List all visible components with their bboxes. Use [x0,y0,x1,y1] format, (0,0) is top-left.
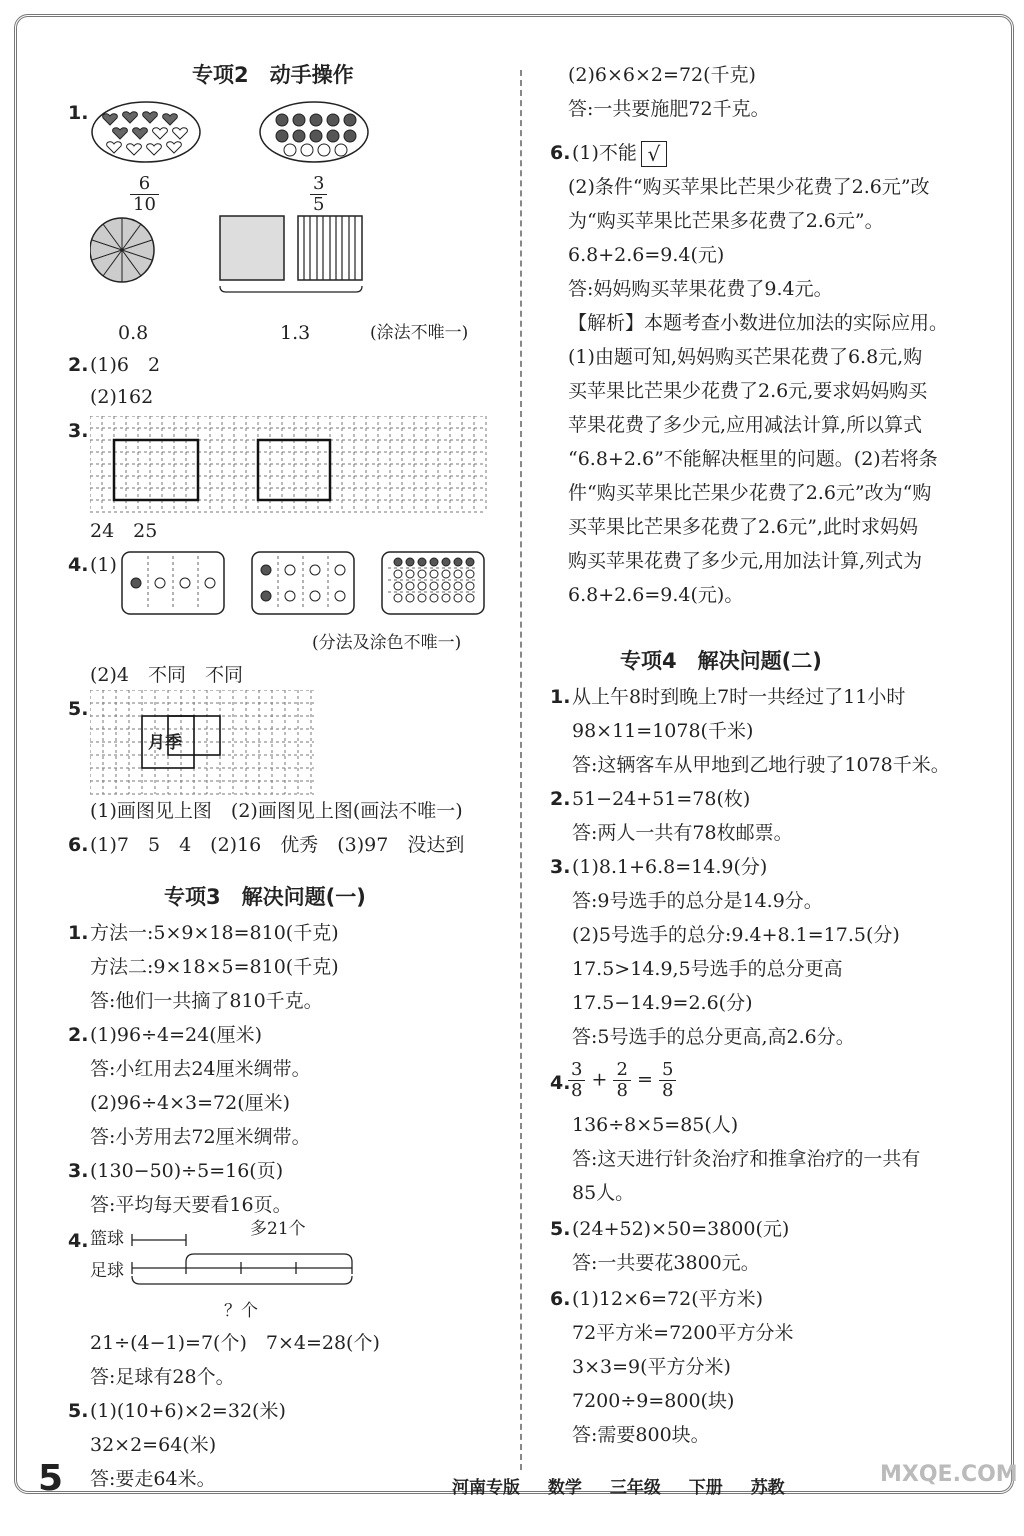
s4-q6-number: 6. [550,1288,571,1310]
frac-num: 6 [130,174,159,195]
q2-answer-2: (2)162 [90,386,154,408]
q4-label: (1) [90,554,117,576]
s4-q4-number: 4. [550,1072,571,1094]
s3-q4-more-label: 多21个 [250,1219,306,1239]
q2-number: 2. [68,354,89,376]
s4-q2-line-2: 答:两人一共有78枚邮票。 [572,822,793,844]
footer-grade: 三年级 [609,1478,661,1498]
s4-q3-line-6: 答:5号选手的总分更高,高2.6分。 [572,1026,855,1048]
r-analysis-1: 【解析】本题考查小数进位加法的实际应用。 [568,312,949,334]
r-analysis-9: 6.8+2.6=9.4(元)。 [568,584,744,606]
s3-q3-number: 3. [68,1160,89,1182]
r-q6-number: 6. [550,142,571,164]
frac-den: 8 [571,1080,583,1101]
s3-q5-line-1: (1)(10+6)×2=32(米) [90,1400,286,1422]
s4-q1-line-1: 从上午8时到晚上7时一共经过了11小时 [572,686,906,708]
r-analysis-6: 件“购买苹果比芒果少花费了2.6元”改为“购 [568,482,932,504]
s4-q4-line-1: 136÷8×5=85(人) [572,1114,739,1136]
section-title-4: 专项4 解决问题(二) [620,649,822,673]
q1-decimal-2: 1.3 [280,322,311,344]
q1-frac2 [310,174,327,215]
r-line-1: (2)6×6×2=72(千克) [568,64,756,86]
watermark-logo: MXQE.COM [880,1462,1018,1487]
r-line-5: 6.8+2.6=9.4(元) [568,244,725,266]
frac-num: 3 [568,1060,585,1081]
s4-q2-number: 2. [550,788,571,810]
checkmark-box: √ [641,141,667,167]
q3-number: 3. [68,420,89,442]
equals-sign: = [636,1068,653,1091]
q5-number: 5. [68,698,89,720]
s4-q5-number: 5. [550,1218,571,1240]
s4-q3-line-5: 17.5−14.9=2.6(分) [572,992,753,1014]
q2-answer-1: (1)6 2 [90,354,161,376]
r-analysis-3: 买苹果比芒果少花费了2.6元,要求妈妈购买 [568,380,928,402]
footer-publisher: 苏教 [750,1478,785,1498]
r-analysis-7: 买苹果比芒果多花费了2.6元”,此时求妈妈 [568,516,918,538]
q1-frac1 [130,174,159,215]
r-q6-text: (1)不能 [572,142,637,164]
q5-answer: (1)画图见上图 (2)画图见上图(画法不唯一) [90,800,463,822]
q5-grid [90,690,320,798]
s4-q1-line-3: 答:这辆客车从甲地到乙地行驶了1078千米。 [572,754,950,776]
q4-number: 4. [68,554,89,576]
q5-yueji-label: 月季 [148,733,182,753]
s4-q2-line-1: 51−24+51=78(枚) [572,788,751,810]
s4-q4-line-2: 答:这天进行针灸治疗和推拿治疗的一共有 [572,1148,921,1170]
q6-answer: (1)7 5 4 (2)16 优秀 (3)97 没达到 [90,834,465,856]
s3-q4-number: 4. [68,1230,89,1252]
q4-note: (分法及涂色不唯一) [312,633,462,653]
s3-q4-lanqiu-label: 篮球 [90,1229,124,1249]
s4-q6-line-5: 答:需要800块。 [572,1424,710,1446]
s4-q5-line-2: 答:一共要花3800元。 [572,1252,760,1274]
q6-number: 6. [68,834,89,856]
frac-num: 3 [310,174,327,195]
footer-meta [452,1473,807,1498]
frac-num: 5 [659,1060,676,1081]
s3-q5-line-3: 答:要走64米。 [90,1468,216,1490]
section-title-2: 专项2 动手操作 [192,63,354,87]
page-number: 5 [38,1458,64,1499]
column-divider [520,70,522,1470]
r-line-6: 答:妈妈购买苹果花费了9.4元。 [568,278,833,300]
s3-q4-line-diagram [130,1224,360,1304]
r-line-2: 答:一共要施肥72千克。 [568,98,770,120]
plus-sign: + [591,1068,608,1091]
s3-q2-line-4: 答:小芳用去72厘米绸带。 [90,1126,311,1148]
footer-edition: 河南专版 [452,1478,520,1498]
q4-figures [120,550,500,618]
s3-q3-line-2: 答:平均每天要看16页。 [90,1194,292,1216]
s4-q4-fraction-equation [568,1060,676,1101]
q1-number: 1. [68,102,89,124]
frac-den: 10 [133,194,156,215]
s3-q4-line-1: 21÷(4−1)=7(个) 7×4=28(个) [90,1332,380,1354]
s4-q1-number: 1. [550,686,571,708]
s3-q5-line-2: 32×2=64(米) [90,1434,217,1456]
s4-q3-line-1: (1)8.1+6.8=14.9(分) [572,856,768,878]
s4-q3-number: 3. [550,856,571,878]
s3-q3-line-1: (130−50)÷5=16(页) [90,1160,284,1182]
s3-q2-line-1: (1)96÷4=24(厘米) [90,1024,263,1046]
q4-answer-2: (2)4 不同 不同 [90,664,244,686]
frac-den: 5 [313,194,325,215]
r-line-3: (2)条件“购买苹果比芒果少花费了2.6元”改 [568,176,930,198]
s3-q5-number: 5. [68,1400,89,1422]
s3-q4-zuqiu-label: 足球 [90,1261,124,1281]
s3-q4-unknown-label: ？个 [224,1301,258,1321]
frac-den: 8 [661,1080,674,1101]
s3-q1-line-1: 方法一:5×9×18=810(千克) [90,922,339,944]
r-analysis-5: “6.8+2.6”不能解决框里的问题。(2)若将条 [568,448,938,470]
q1-note: (涂法不唯一) [370,323,469,343]
s4-q6-line-3: 3×3=9(平方分米) [572,1356,731,1378]
s4-q3-line-2: 答:9号选手的总分是14.9分。 [572,890,823,912]
frac-den: 8 [616,1080,628,1101]
s4-q1-line-2: 98×11=1078(千米) [572,720,754,742]
s3-q2-line-3: (2)96÷4×3=72(厘米) [90,1092,291,1114]
r-q6-answer [572,140,667,167]
s3-q4-line-2: 答:足球有28个。 [90,1366,235,1388]
s4-q3-line-4: 17.5>14.9,5号选手的总分更高 [572,958,843,980]
section-title-3: 专项3 解决问题(一) [164,885,366,909]
s3-q2-line-2: 答:小红用去24厘米绸带。 [90,1058,311,1080]
s4-q3-line-3: (2)5号选手的总分:9.4+8.1=17.5(分) [572,924,900,946]
r-analysis-8: 购买苹果花费了多少元,用加法计算,列式为 [568,550,923,572]
q3-grid [90,416,494,516]
s3-q1-number: 1. [68,922,89,944]
q1-decimal-1: 0.8 [118,322,149,344]
s4-q4-line-3: 85人。 [572,1182,635,1204]
q3-answer: 24 25 [90,520,158,542]
s4-q6-line-2: 72平方米=7200平方分米 [572,1322,794,1344]
r-line-4: 为“购买苹果比芒果多花费了2.6元”。 [568,210,884,232]
s4-q6-line-4: 7200÷9=800(块) [572,1390,735,1412]
s4-q5-line-1: (24+52)×50=3800(元) [572,1218,790,1240]
s4-q6-line-1: (1)12×6=72(平方米) [572,1288,764,1310]
s3-q1-line-3: 答:他们一共摘了810千克。 [90,990,323,1012]
frac-num: 2 [613,1060,630,1081]
footer-subject: 数学 [547,1478,582,1498]
footer-term: 下册 [688,1478,723,1498]
r-analysis-4: 苹果花费了多少元,应用减法计算,所以算式 [568,414,923,436]
s3-q2-number: 2. [68,1024,89,1046]
r-analysis-2: (1)由题可知,妈妈购买芒果花费了6.8元,购 [568,346,923,368]
s3-q1-line-2: 方法二:9×18×5=810(千克) [90,956,339,978]
